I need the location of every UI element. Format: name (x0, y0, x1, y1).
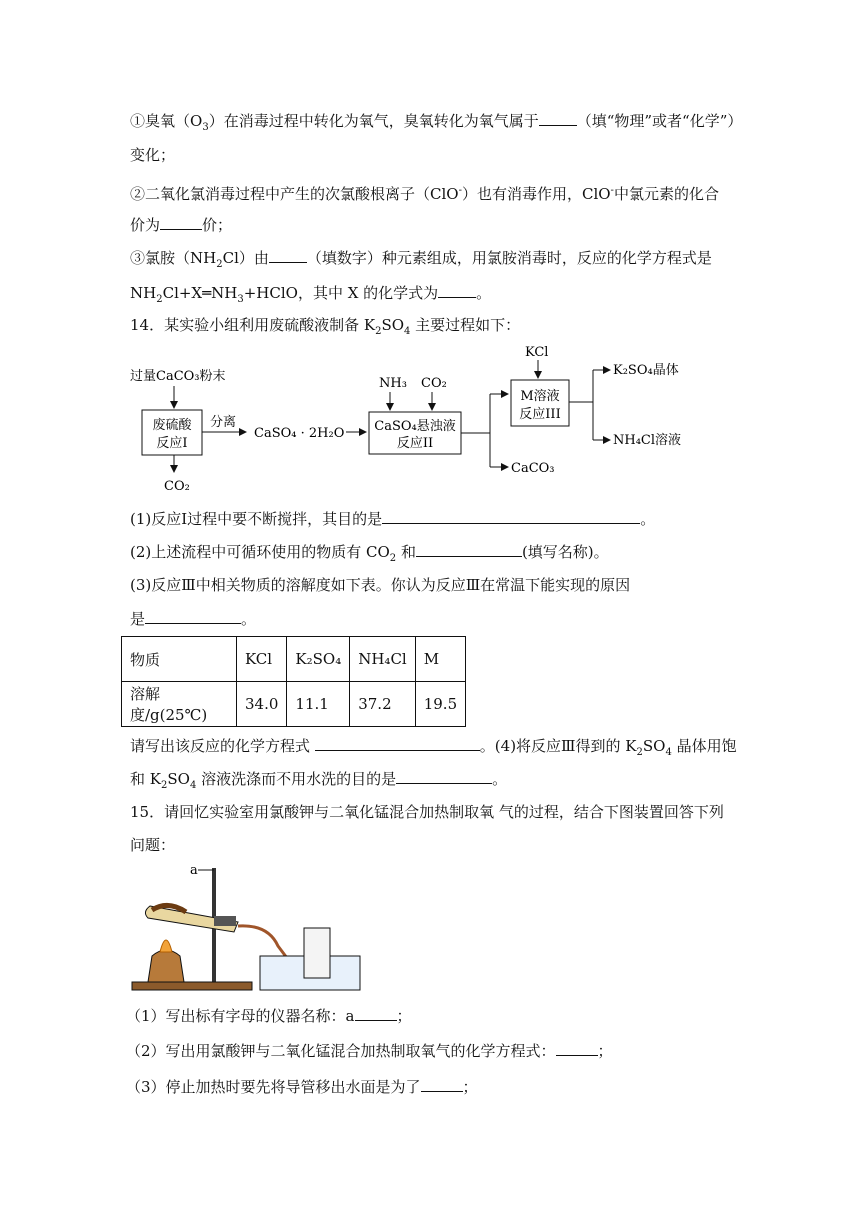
flame-icon (160, 940, 172, 952)
caco3-out-label: CaCO₃ (511, 461, 555, 476)
table-cell: 物质 (122, 637, 237, 682)
answer-blank[interactable] (355, 1005, 397, 1021)
box1-line2: 反应I (156, 436, 188, 451)
box3-line1: M溶液 (520, 389, 560, 404)
answer-blank[interactable] (556, 1040, 598, 1056)
q15-sub1: （1）写出标有字母的仪器名称：a ； (126, 1007, 412, 1025)
answer-blank[interactable] (438, 282, 476, 298)
q14-sub1: (1)反应Ⅰ过程中要不断搅拌，其目的是 。 (130, 510, 656, 528)
q14-sub3-line1: (3)反应Ⅲ中相关物质的溶解度如下表。你认为反应Ⅲ在常温下能实现的原因 (130, 576, 631, 594)
answer-blank[interactable] (269, 247, 307, 263)
answer-blank[interactable] (145, 608, 241, 624)
separate-label: 分离 (210, 415, 237, 430)
q15-stem-line1: 15．请回忆实验室用氯酸钾与二氧化锰混合加热制取氧 气的过程，结合下图装置回答下列 (130, 803, 724, 821)
q13-item2-line2: 价为 价； (130, 216, 233, 234)
table-cell: K₂SO₄ (287, 637, 350, 682)
answer-blank[interactable] (421, 1076, 463, 1092)
box2-line2: 反应II (396, 436, 434, 451)
alcohol-lamp (148, 950, 184, 982)
q14-sub4-line1: 请写出该反应的化学方程式 。(4)将反应Ⅲ得到的 $K_2SO_4$ 晶体用饱 (130, 737, 737, 758)
table-row (122, 637, 466, 682)
q13-item3-line2: $NH_2Cl+X═NH_3+HClO$，其中 X 的化学式为 。 (130, 284, 492, 305)
table-cell: KCl (237, 637, 287, 682)
q15-sub2: （2）写出用氯酸钾与二氧化锰混合加热制取氧气的化学方程式： ； (126, 1042, 613, 1060)
oxygen-apparatus-illustration (128, 860, 368, 995)
table-cell: 溶解度/g(25℃) (122, 682, 237, 727)
co2-in-label: CO₂ (421, 376, 447, 391)
q14-sub2: (2)上述流程中可循环使用的物质有 $CO_2$ 和 (填写名称)。 (130, 543, 609, 564)
kcl-label: KCl (525, 345, 549, 360)
q14-stem: 14．某实验小组利用废硫酸液制备 $K_2SO_4$ 主要过程如下： (130, 316, 521, 337)
q14-sub4-line2: 和 $K_2SO_4$ 溶液洗涤而不用水洗的目的是 。 (130, 770, 508, 791)
gas-collection-bottle (304, 928, 330, 978)
table-row (122, 682, 466, 727)
q14-sub3-line2: 是 。 (130, 610, 257, 628)
nh3-label: NH₃ (379, 376, 407, 391)
answer-blank[interactable] (539, 110, 577, 126)
answer-blank[interactable] (396, 768, 492, 784)
table-cell: 11.1 (287, 682, 350, 727)
q15-sub3: （3）停止加热时要先将导管移出水面是为了 ； (126, 1078, 478, 1096)
table-cell: NH₄Cl (350, 637, 416, 682)
q13-item1-line1: ①臭氧$(O_3)$在消毒过程中转化为氧气，臭氧转化为氧气属于 （填“物理”或者“化学”） (130, 112, 743, 133)
co2-out-label: CO₂ (164, 479, 190, 494)
solubility-table (121, 636, 466, 727)
q13-item1-line2: 变化； (130, 146, 176, 164)
answer-blank[interactable] (382, 508, 640, 524)
process-flow-diagram (128, 340, 708, 495)
stand-base (132, 982, 252, 990)
table-cell: 37.2 (350, 682, 416, 727)
q13-item2-line1: ②二氧化氯消毒过程中产生的次氯酸根离子（ClO-）也有消毒作用，ClO-中氯元素的化合 (130, 185, 719, 203)
box3-line2: 反应III (519, 407, 561, 422)
q15-stem-line2: 问题： (130, 836, 176, 854)
answer-blank[interactable] (160, 214, 202, 230)
table-cell: 19.5 (415, 682, 465, 727)
clamp (214, 916, 236, 926)
q13-item3-line1: ③氯胺$(NH_2Cl)$由 （填数字）种元素组成，用氯胺消毒时，反应的化学方程式是 (130, 249, 712, 270)
table-cell: M (415, 637, 465, 682)
k2so4-label: K₂SO₄晶体 (613, 363, 679, 378)
box1-line1: 废硫酸 (152, 418, 192, 433)
nh4cl-label: NH₄Cl溶液 (613, 433, 682, 448)
answer-blank[interactable] (315, 735, 480, 751)
box2-line1: CaSO₄悬浊液 (374, 419, 456, 434)
caco3-powder-label: 过量CaCO₃粉末 (130, 369, 226, 384)
table-cell: 34.0 (237, 682, 287, 727)
gypsum-label: CaSO₄ · 2H₂O (254, 426, 345, 441)
answer-blank[interactable] (416, 541, 522, 557)
label-a: a (190, 863, 198, 878)
